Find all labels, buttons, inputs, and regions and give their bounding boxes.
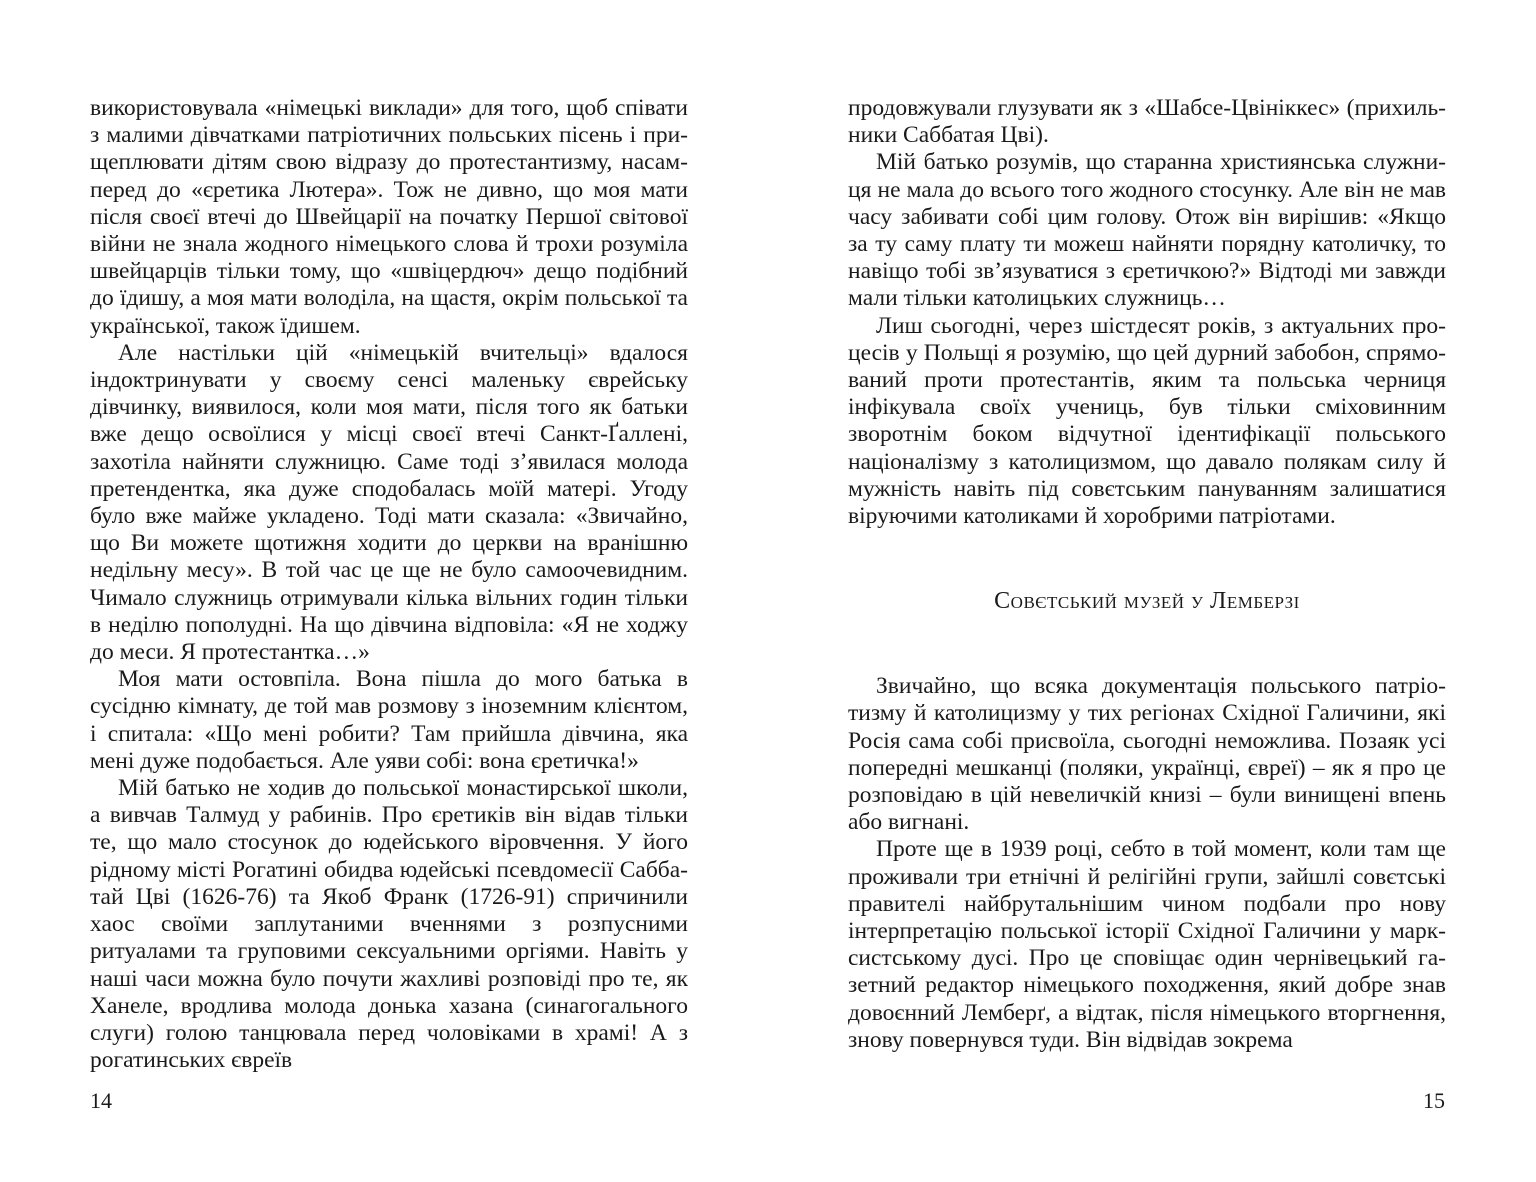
page-number-right: 15 (1423, 1088, 1445, 1113)
right-paragraph-3: Лиш сьогодні, через шістдесят років, з актуальних процесів у Польщі я розумію, що цей дурний забобон, спрямований проти протестантів, яким та польська черниця інфікувала своїх учениць, був тільки сміховинним зворотнім боком відчутної ідентифікації польського націоналізму з католицизмом, що давало полякам силу й мужність навіть під совєтським пануванням залишатися віруючими католиками й хоробрими патріотами. (848, 312, 1446, 530)
page-number-left: 14 (90, 1088, 112, 1113)
left-paragraph-4: Мій батько не ходив до польської монастирської школи, а вивчав Талмуд у рабинів. Про єретиків він відав тільки те, що мало стосунок до юдейського віровчення. У його рідному місті Рогатині обидва юдейські псевдомесії Саббатай Цві (1626-76) та Якоб Франк (1726-91) спричинили хаос своїми заплутаними вченнями з розпусними ритуалами та груповими сексуальними оргіями. Навіть у наші часи можна було почути жахливі розповіді про те, як Ханеле, вродлива молода донька хазана (синагогального слуги) голою танцювала перед чоловіками в храмі! А з рогатинських євреїв (90, 775, 688, 1074)
right-paragraph-4: Звичайно, що всяка документація польського патріотизму й католицизму у тих регіонах Східної Галичини, які Росія сама собі присвоїла, сьогодні неможлива. Позаяк усі попередні мешканці (поляки, українці, євреї) – як я про це розповідаю в цій невеличкій книзі – були винищені впень або вигнані. (848, 673, 1446, 836)
right-paragraph-1: продовжували глузувати як з «Шабсе-Цвініккес» (прихильники Саббатая Цві). (848, 95, 1446, 149)
right-paragraph-5: Проте ще в 1939 році, себто в той момент, коли там ще проживали три етнічні й релігійні групи, зайшлі совєтські правителі найбрутальнішим чином подбали про нову інтерпретацію польської історії Східної Галичини у марксистському дусі. Про це сповіщає один чернівецький газетний редактор німецького походження, який добре знав довоєнний Лемберґ, а відтак, після німецького вторгнення, знову повернувся туди. Він відвідав зокрема (848, 836, 1446, 1053)
right-page (848, 95, 1446, 1054)
right-paragraph-2: Мій батько розумів, що старанна християнська служниця не мала до всього того жодного стосунку. Але він не мав часу забивати собі цим голову. Отож він вирішив: «Якщо за ту саму плату ти можеш найняти порядну католичку, то навіщо тобі зв’язуватися з єретичкою?» Відтоді ми завжди мали тільки католицьких служниць… (848, 149, 1446, 312)
left-paragraph-1: використовувала «німецькі виклади» для того, щоб співати з малими дівчатками патріотичних польських пісень і прищеплювати дітям свою відразу до протестантизму, насамперед до «єретика Лютера». Тож не дивно, що моя мати після своєї втечі до Швейцарії на початку Першої світової війни не знала жодного німецького слова й трохи розуміла швейцарців тільки тому, що «швіцердюч» дещо подібний до їдишу, а моя мати володіла, на щастя, окрім польської та української, також їдишем. (90, 95, 688, 339)
section-heading: Совєтський музей у Лемберзі (994, 588, 1300, 615)
left-paragraph-2: Але настільки цій «німецькій вчительці» вдалося індоктринувати у своєму сенсі маленьку єврейську дівчинку, виявилося, коли моя мати, після того як батьки вже дещо освоїлися у місці своєї втечі Санкт-Ґаллені, захотіла найняти служницю. Саме тоді з’явилася молода претендентка, яка дуже сподобалась моїй матері. Угоду було вже майже укладено. Тоді мати сказала: «Звичайно, що Ви можете щотижня ходити до церкви на вранішню недільну месу». В той час це ще не було самоочевидним. Чимало служниць отримували кілька вільних годин тільки в неділю пополудні. На що дівчина відповіла: «Я не ходжу до меси. Я протестантка…» (90, 339, 688, 666)
left-page (90, 95, 688, 1074)
left-paragraph-3: Моя мати остовпіла. Вона пішла до мого батька в сусідню кімнату, де той мав розмову з іноземним клієнтом, і спитала: «Що мені робити? Там прийшла дівчина, яка мені дуже подобається. Але уяви собі: вона єретичка!» (90, 666, 688, 774)
